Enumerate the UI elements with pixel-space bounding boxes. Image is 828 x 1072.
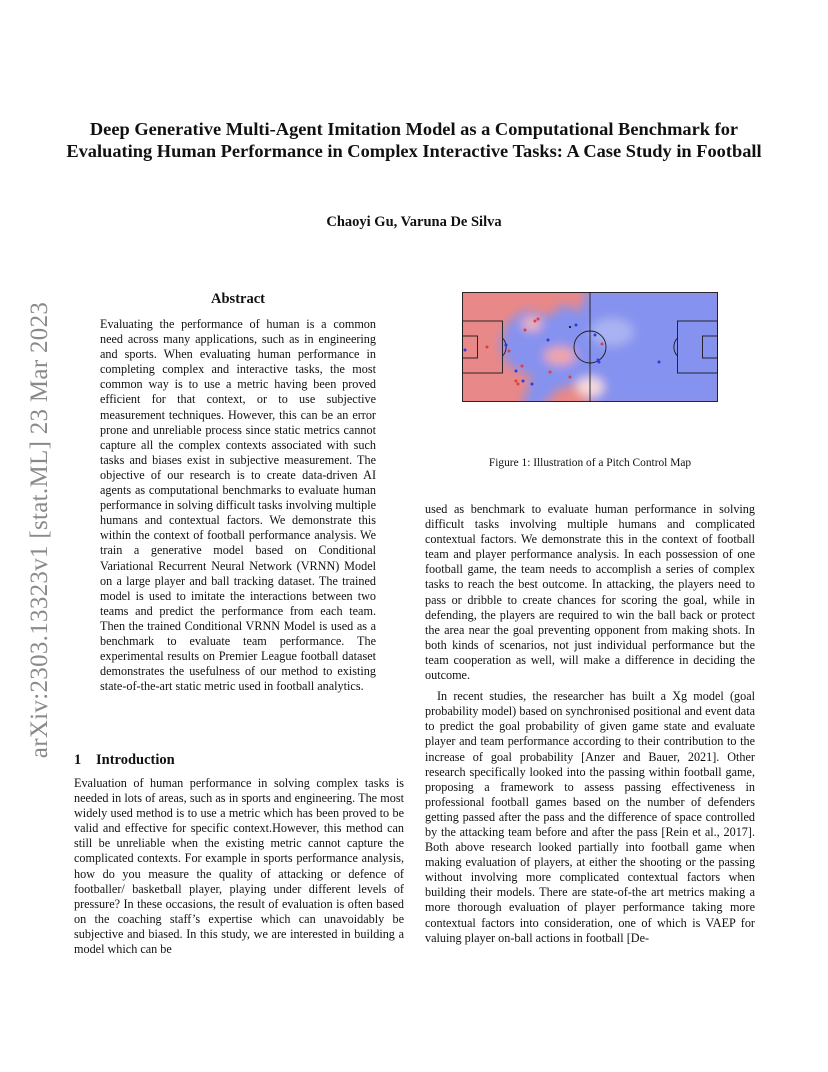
- right-column-text: [425, 502, 755, 946]
- abstract-heading: Abstract: [211, 291, 265, 307]
- author-list: Chaoyi Gu, Varuna De Silva: [326, 214, 502, 230]
- section-heading-introduction: [74, 752, 175, 769]
- pitch-control-map: [462, 292, 718, 402]
- pitch-control-map-graphic: [462, 292, 718, 402]
- paragraph: used as benchmark to evaluate human performance in solving difficult tasks involving multiple humans and complicated contextual factors. We demonstrate this in the context of football team and player performance analysis. In each possession of one football game, the team needs to accomplish a series of complex tasks to reach the best outcome. In attacking, the players need to pass or dribble to create chances for scoring the goal, while in defending, the players are required to win the ball back or protect the area near the goal preventing opponent from making shots. In both kinds of scenarios, not just individual performance but the team cooperation as well, will make a difference in deciding the outcome.: [425, 502, 755, 683]
- figure-caption: Figure 1: Illustration of a Pitch Control Map: [488, 457, 692, 469]
- abstract-text: Evaluating the performance of human is a common need across many applications, such as in engineering and sports. When evaluating human performance in completing complex and interactive tasks, the most common way is to use a metric having been proved efficient for that context, or to use subjective measurement techniques. However, this can be an error prone and unreliable process since static metrics cannot capture all the complex contexts associated with such tasks and biases exist in subjective measurement. The objective of our research is to create data-driven AI agents as computational benchmarks to evaluate human performance in solving difficult tasks involving multiple humans and contextual factors. We demonstrate this within the context of football performance analysis. We train a generative model based on Conditional Variational Recurrent Neural Network (VRNN) Model on a large player and ball tracking dataset. The trained model is used to imitate the interactions between two teams and predict the performance from each team. Then the trained Conditional VRNN Model is used as a benchmark to evaluate team performance. The experimental results on Premier League football dataset demonstrates the usefulness of our method to existing state-of-the-art static metric used in football analytics.: [100, 317, 376, 694]
- ball: [569, 326, 571, 328]
- introduction-text: Evaluation of human performance in solving complex tasks is needed in lots of areas, such as in sports and engineering. The most widely used method is to use a metric which has been proved to be valid and effective for specific context.However, this method can still be unreliable when the existing metric cannot capture the complicated contexts. For example in sports performance analysis, how do you measure the quality of attacking or defence of footballer/ basketball player, playing under different levels of pressure? In these occasions, the result of evaluation is often based on the coaching staff’s expertise which can unavoidably be subjective and biased. In this study, we are interested in building a model which can be: [74, 776, 404, 957]
- section-number: 1: [74, 752, 82, 768]
- arxiv-identifier: arXiv:2303.13323v1 [stat.ML] 23 Mar 2023: [26, 301, 53, 759]
- paper-title: Deep Generative Multi-Agent Imitation Model as a Computational Benchmark for Evaluating Human Performance in Complex Interactive Tasks: A Case Study in Football: [66, 119, 762, 161]
- section-title: Introduction: [96, 752, 175, 768]
- paragraph: In recent studies, the researcher has built a Xg model (goal probability model) based on synchronised positional and event data to predict the goal probability of given game state and evaluate player and team performance according to their contribution to the increase of goal probability [Anzer and Bauer, 2021]. Other research specifically looked into the passing within football game, proposing a framework to assess passing effectiveness in professional football games based on the number of defenders getting passed after the pass and the difference of space controlled by the attacking team before and after the pass [Rein et al., 2017]. Both above research looked partially into football game when making evaluation of players, at either the shooting or the passing without involving more complicated contextual factors when building their models. There are state-of-the art metrics making a more thorough evaluation of player performance taking more contextual factors into consideration, one of which is VAEP for valuing player on-ball actions in football [De-: [425, 689, 755, 945]
